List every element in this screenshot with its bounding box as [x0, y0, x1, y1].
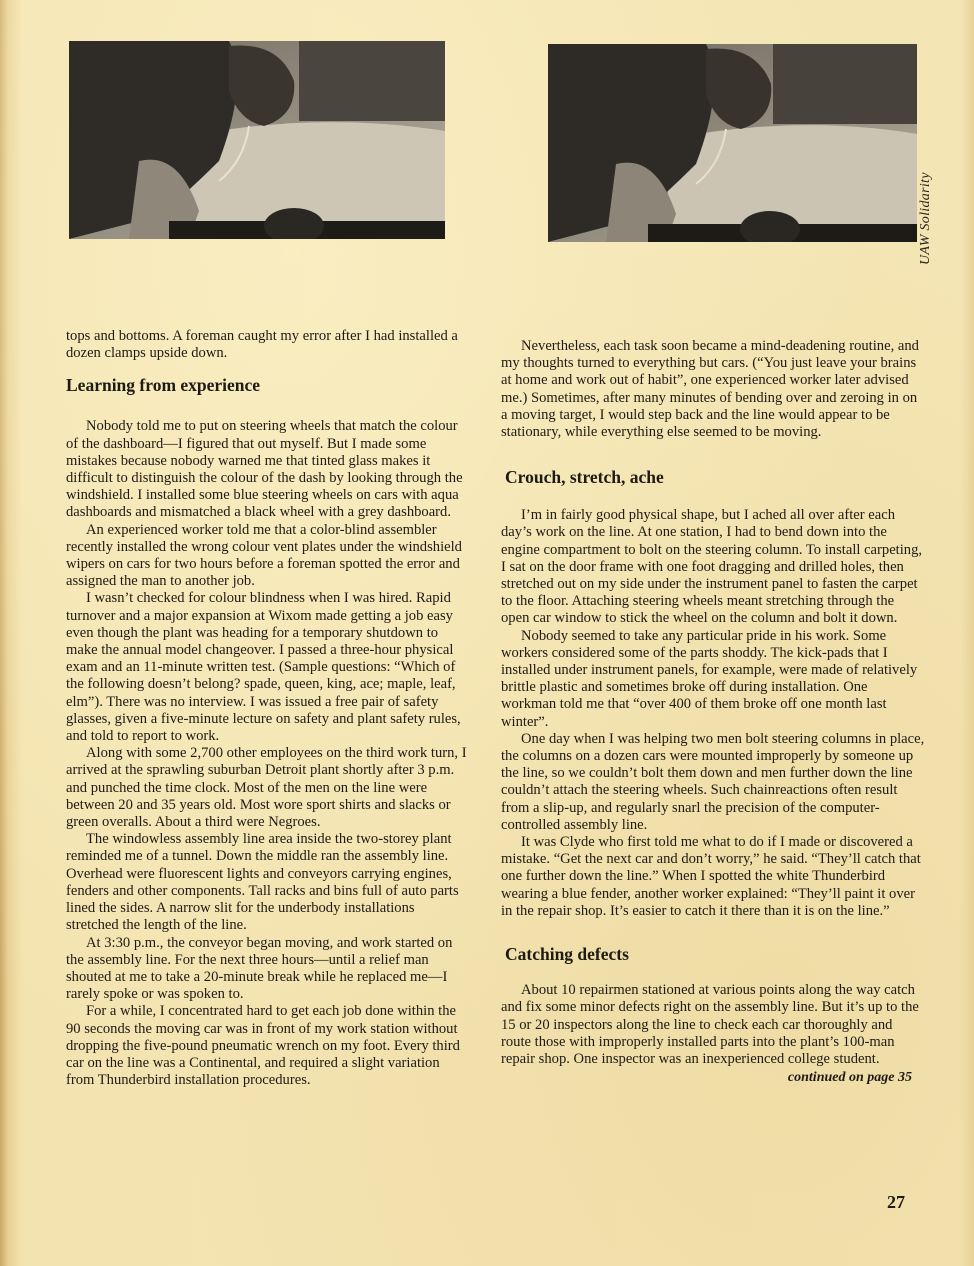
paragraph: For a while, I concentrated hard to get each job done within the 90 seconds the moving car was in front of my work station without dropping the five-pound pneumatic wrench on my foot. Every third car on the line was a Continental, and required a slight variation from Thunderbird installation procedures. [66, 1003, 460, 1089]
photo-image [548, 44, 917, 242]
paragraph: tops and bottoms. A foreman caught my error after I had installed a dozen clamps upside down. [66, 328, 458, 362]
paragraph: I wasn’t checked for colour blindness when I was hired. Rapid turnover and a major expansion at Wixom made getting a job easy even though the plant was heading for a temporary shutdown to make the annual model changeover. I passed a three-hour physical exam and an 11-minute written test. (Sample questions: “Which of the following doesn’t belong? spade, queen, king, ace; maple, leaf, elm”). There was no interview. I was issued a free pair of safety glasses, given a five-minute lecture on safety and plant safety rules, and told to report to work. [66, 590, 461, 745]
section-heading-crouch: Crouch, stretch, ache [505, 467, 664, 488]
section-heading-defects: Catching defects [505, 944, 629, 965]
paragraph: One day when I was helping two men bolt steering columns in place, the columns on a dozen cars were mounted improperly by someone up the line, so we couldn’t bolt them down and men further down the line couldn’t attach the steering wheels. Such chainreactions often result from a slip-up, and regularly snarl the precision of the computer-controlled assembly line. [501, 730, 925, 833]
paragraph: About 10 repairmen stationed at various points along the way catch and fix some minor defects right on the assembly line. But it’s up to the 15 or 20 inspectors along the line to check each car thoroughly and route those with improperly installed parts into the plant’s 100-man repair shop. One inspector was an inexperienced college student. [501, 982, 919, 1067]
photo-assembly-worker-left [69, 41, 445, 239]
paragraph: At 3:30 p.m., the conveyor began moving, and work started on the assembly line. For the next three hours—until a relief man shouted at me to take a 20-minute break while he replaced me—I rarely spoke or was spoken to. [66, 934, 453, 1003]
photo-credit: UAW Solidarity [918, 172, 933, 265]
paragraph: It was Clyde who first told me what to do if I made or discovered a mistake. “Get the next car and don’t worry,” he said. “They’ll catch that one further down the line.” When I spotted the white Thunderbird wearing a blue fender, another worker explained: “They’ll paint it over in the repair shop. It’s easier to catch it there than it is on the line.” [501, 834, 921, 919]
paragraph: I’m in fairly good physical shape, but I ached all over after each day’s work on the line. At one station, I had to bend down into the engine compartment to bolt on the steering column. To install carpeting, I sat on the door frame with one foot dragging and drilled holes, then stretched out on my side under the instrument panel to fasten the carpet to the floor. Attaching steering wheels meant stretching through the open car window to stick the wheel on the column and bolt it down. [501, 507, 923, 627]
left-column [66, 328, 470, 1089]
paragraph: An experienced worker told me that a color-blind assembler recently installed the wrong colour vent plates under the windshield wipers on cars for two hours before a foreman spotted the error and assigned the man to another job. [66, 521, 462, 590]
continued-notice: continued on page 35 [787, 1070, 912, 1086]
photo-image [69, 41, 445, 239]
paragraph: Nobody seemed to take any particular pride in his work. Some workers considered some of the parts shoddy. The kick-pads that I installed under instrument panels, for example, were made of relatively brittle plastic and sometimes broke off during installation. One workman told me that “over 400 of them broke off one month last winter”. [501, 627, 918, 730]
paragraph: The windowless assembly line area inside the two-storey plant reminded me of a tunnel. Down the middle ran the assembly line. Overhead were fluorescent lights and conveyors carrying engines, fenders and other components. Tall racks and bins full of auto parts lined the sides. A narrow slit for the underbody installations stretched the length of the line. [66, 831, 459, 934]
paragraph: Nevertheless, each task soon became a mind-deadening routine, and my thoughts turned to everything but cars. (“You just leave your brains at home and work out of habit”, one experienced worker later advised me.) Sometimes, after many minutes of bending over and zeroing in on a moving target, I would step back and the line would appear to be stationary, while everything else seemed to be moving. [501, 338, 919, 441]
paragraph: Along with some 2,700 other employees on the third work turn, I arrived at the sprawling suburban Detroit plant shortly after 3 p.m. and punched the time clock. Most of the men on the line were between 20 and 35 years old. Most wore sport shirts and slacks or green overalls. About a third were Negroes. [66, 745, 467, 831]
page-number: 27 [887, 1192, 905, 1212]
paragraph: Nobody told me to put on steering wheels that match the colour of the dashboard—I figured that out myself. But I made some mistakes because nobody warned me that tinted glass makes it difficult to distinguish the colour of the dash by looking through the windshield. I installed some blue steering wheels on cars with aqua dashboards and mismatched a black wheel with a grey dashboard. [66, 418, 463, 521]
photo-assembly-worker-right [548, 44, 917, 242]
right-column [501, 338, 926, 1086]
section-heading-learning: Learning from experience [66, 375, 261, 396]
